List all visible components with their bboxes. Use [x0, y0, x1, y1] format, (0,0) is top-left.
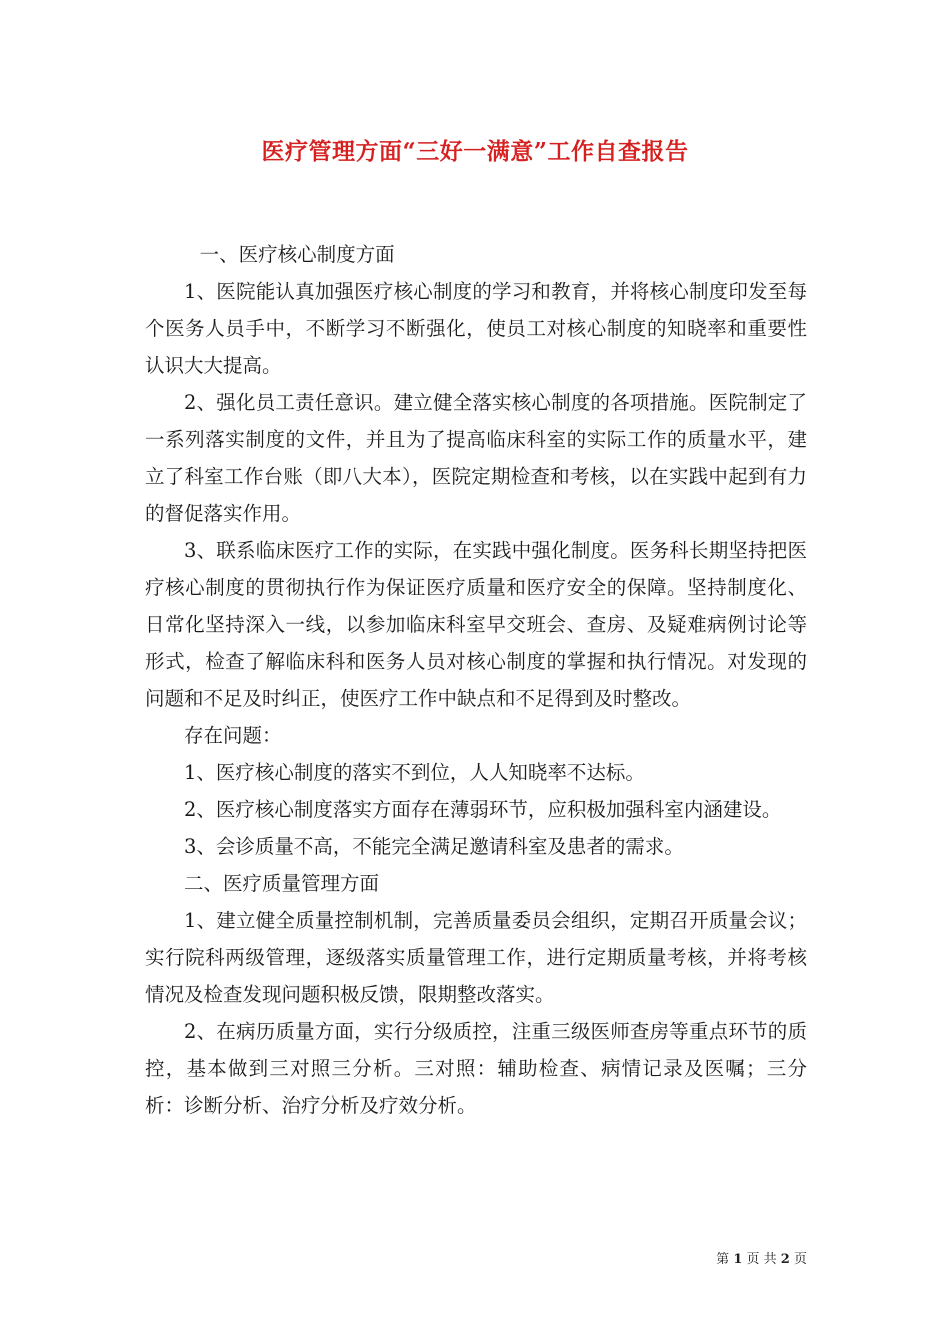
paragraph: 2、医疗核心制度落实方面存在薄弱环节，应积极加强科室内涵建设。 — [184, 798, 782, 821]
paragraph: 1、建立健全质量控制机制，完善质量委员会组织，定期召开质量会议；实行院科两级管理，逐级落实质量管理工作，进行定期质量考核，并将考核情况及检查发现问题积极反馈，限期整改落实。 — [145, 909, 807, 1006]
document-body — [145, 236, 807, 1124]
footer-prefix: 第 — [716, 1252, 730, 1267]
footer-suffix: 页 — [793, 1252, 807, 1267]
paragraph: 2、在病历质量方面，实行分级质控，注重三级医师查房等重点环节的质控，基本做到三对照三分析。三对照：辅助检查、病情记录及医嘱；三分析：诊断分析、治疗分析及疗效分析。 — [145, 1020, 807, 1117]
subheading-existing-problems: 存在问题： — [184, 724, 282, 747]
document-title: 医疗管理方面“三好一满意”工作自查报告 — [261, 138, 689, 165]
section-heading-quality-management: 二、医疗质量管理方面 — [184, 872, 380, 895]
footer-middle: 页 共 — [746, 1252, 777, 1267]
paragraph: 3、联系临床医疗工作的实际，在实践中强化制度。医务科长期坚持把医疗核心制度的贯彻执行作为保证医疗质量和医疗安全的保障。坚持制度化、日常化坚持深入一线，以参加临床科室早交班会、查房、及疑难病例讨论等形式，检查了解临床科和医务人员对核心制度的掌握和执行情况。对发现的问题和不足及时纠正，使医疗工作中缺点和不足得到及时整改。 — [145, 539, 807, 710]
paragraph: 1、医疗核心制度的落实不到位，人人知晓率不达标。 — [184, 761, 645, 784]
section-heading-core-systems: 一、医疗核心制度方面 — [199, 243, 395, 266]
footer-current-page: 1 — [733, 1252, 743, 1267]
paragraph: 2、强化员工责任意识。建立健全落实核心制度的各项措施。医院制定了一系列落实制度的文件，并且为了提高临床科室的实际工作的质量水平，建立了科室工作台账（即八大本），医院定期检查和考核，以在实践中起到有力的督促落实作用。 — [145, 391, 807, 525]
page-number-footer — [716, 1248, 807, 1267]
paragraph: 3、会诊质量不高，不能完全满足邀请科室及患者的需求。 — [184, 835, 684, 858]
paragraph: 1、医院能认真加强医疗核心制度的学习和教育，并将核心制度印发至每个医务人员手中，不断学习不断强化，使员工对核心制度的知晓率和重要性认识大大提高。 — [145, 280, 807, 377]
footer-total-pages: 2 — [780, 1252, 790, 1267]
